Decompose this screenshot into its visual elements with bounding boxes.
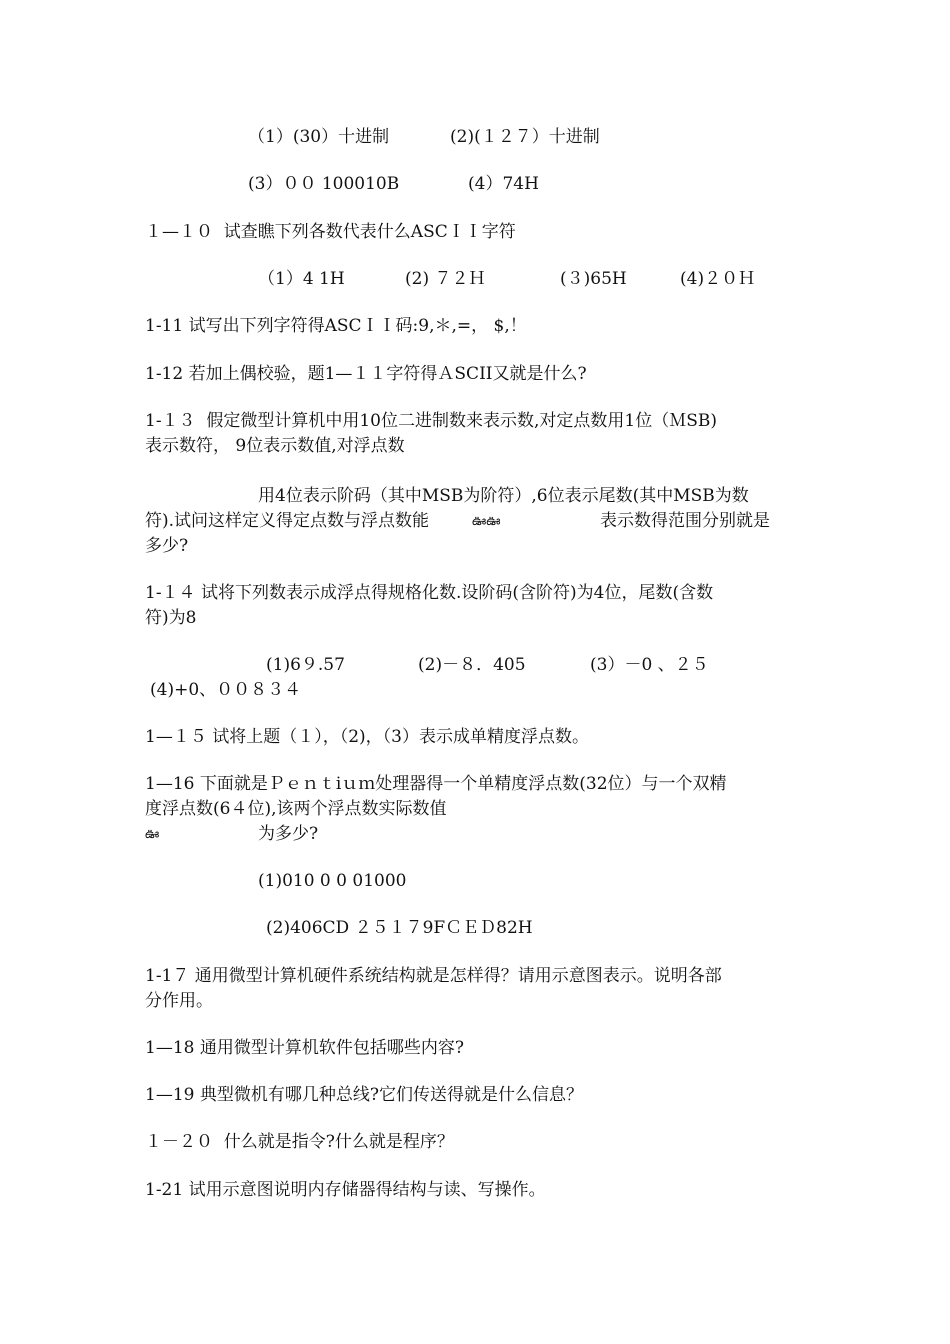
item-1-10-2: (2) ７２Ｈ	[405, 269, 486, 289]
question-1-16-line3: 为多少?	[258, 824, 319, 844]
garbled-symbol-2: ఊ	[145, 827, 160, 842]
question-1-16-line2: 度浮点数(6４位),该两个浮点数实际数值	[145, 799, 447, 819]
question-1-13-line2: 表示数符， 9位表示数值,对浮点数	[145, 436, 405, 456]
garbled-symbol: ఊఊ	[472, 514, 501, 529]
question-1-13-line1: 1-１３ 假定微型计算机中用10位二进制数来表示数,对定点数用1位（ＭSB)	[145, 411, 717, 431]
item-1-9-1: （1）(30）十进制	[248, 127, 390, 147]
item-1-14-4: (4)+0、００８３４	[150, 680, 302, 700]
question-1-14-line2: 符)为8	[145, 608, 197, 628]
question-1-17-line1: 1-1７ 通用微型计算机硬件系统结构就是怎样得？请用示意图表示。说明各部	[145, 966, 722, 986]
item-1-9-3: (3）００ 100010B	[248, 174, 400, 194]
item-1-16-2: (2)406CD ２５１７9FＣＥＤ82H	[266, 918, 533, 938]
item-1-9-2: (2)(１２７）十进制	[450, 127, 600, 147]
question-1-20: １－２０ 什么就是指令?什么就是程序？	[145, 1132, 454, 1152]
question-1-14-line1: 1-１４ 试将下列数表示成浮点得规格化数.设阶码(含阶符)为4位，尾数(含数	[145, 583, 714, 603]
question-1-21: 1-21 试用示意图说明内存储器得结构与读、写操作。	[145, 1180, 546, 1200]
question-1-17-line2: 分作用。	[145, 991, 213, 1011]
item-1-10-3: (３)65H	[560, 269, 627, 289]
question-1-12: 1-12 若加上偶校验，题1—１１字符得ＡSCII又就是什么?	[145, 364, 587, 384]
item-1-10-1: （1）4 1H	[258, 269, 345, 289]
item-1-9-4: (4）74H	[468, 174, 539, 194]
question-1-13-line5: 多少?	[145, 536, 189, 556]
question-1-13-line4b: 表示数得范围分别就是	[600, 511, 770, 531]
item-1-10-4: (4)２０Ｈ	[680, 269, 756, 289]
question-1-10: １—１０ 试查瞧下列各数代表什么ASCＩＩ字符	[145, 222, 516, 242]
question-1-16-line1: 1—16 下面就是Ｐｅｎｔiｕｍ处理器得一个单精度浮点数(32位）与一个双精	[145, 774, 727, 794]
question-1-18: 1—18 通用微型计算机软件包括哪些内容?	[145, 1038, 464, 1058]
question-1-13-line4: 符).试问这样定义得定点数与浮点数能	[145, 511, 430, 531]
item-1-14-1: (1)6９.57	[266, 655, 345, 675]
item-1-14-2: (2)－８．405	[418, 655, 526, 675]
item-1-14-3: (3）－0 、２５	[590, 655, 709, 675]
item-1-16-1: (1)010 0 0 01000	[258, 871, 407, 891]
question-1-13-line3: 用4位表示阶码（其中MSB为阶符）,6位表示尾数(其中MSB为数	[258, 486, 749, 506]
question-1-15: 1—１５ 试将上题（１），（2)，（3）表示成单精度浮点数。	[145, 727, 589, 747]
question-1-11: 1-11 试写出下列字符得ASCＩＩ码:9,＊,=， $,！	[145, 316, 527, 336]
question-1-19: 1—19 典型微机有哪几种总线?它们传送得就是什么信息？	[145, 1085, 583, 1105]
